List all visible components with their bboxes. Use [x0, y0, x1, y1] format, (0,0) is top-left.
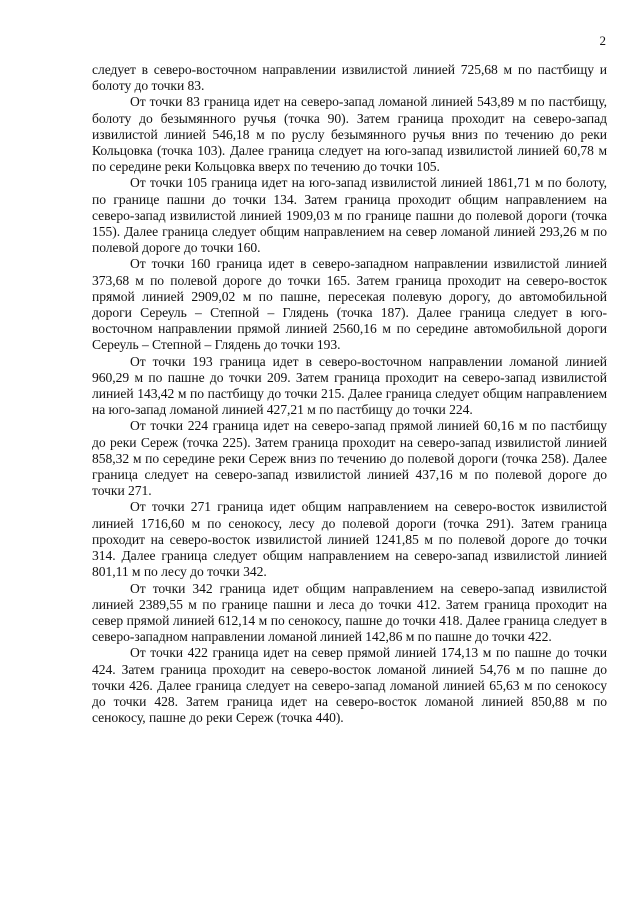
paragraph: От точки 422 граница идет на север прямой линией 174,13 м по пашне до точки 424. Затем граница проходит на северо-восток ломаной линией 54,76 м по пашне до точки 426. Далее граница следует на северо-запад ломаной линией 65,63 м по сенокосу до точки 428. Затем граница идет на северо-восток ломаной линией 850,88 м по сенокосу, пашне до реки Сереж (точка 440). [92, 645, 607, 726]
document-body [92, 62, 607, 726]
paragraph: От точки 160 граница идет в северо-западном направлении извилистой линией 373,68 м по полевой дороге до точки 165. Затем граница проходит на северо-восток прямой линией 2909,02 м по пашне, пересекая полевую дорогу, до автомобильной дороги Сереуль – Степной – Глядень (точка 187). Далее граница следует в юго-восточном направлении прямой линией 2560,16 м по середине автомобильной дороги Сереуль – Степной – Глядень до точки 193. [92, 256, 607, 353]
paragraph: От точки 224 граница идет на северо-запад прямой линией 60,16 м по пастбищу до реки Сереж (точка 225). Затем граница проходит на северо-запад извилистой линией 858,32 м по середине реки Сереж вниз по течению до полевой дороги (точка 258). Далее граница следует на северо-запад извилистой линией 437,16 м по полевой дороге до точки 271. [92, 418, 607, 499]
paragraph: От точки 271 граница идет общим направлением на северо-восток извилистой линией 1716,60 м по сенокосу, лесу до полевой дороги (точка 291). Затем граница проходит на северо-восток извилистой линией 1241,85 м по полевой дороге до точки 314. Далее граница следует общим направлением на северо-запад извилистой линией 801,11 м по лесу до точки 342. [92, 499, 607, 580]
paragraph: От точки 105 граница идет на юго-запад извилистой линией 1861,71 м по болоту, по границе пашни до точки 134. Затем граница проходит общим направлением на северо-запад извилистой линией 1909,03 м по границе пашни до полевой дороги (точка 155). Далее граница следует общим направлением на север ломаной линией 293,26 м по полевой дороге до точки 160. [92, 175, 607, 256]
page-number: 2 [599, 33, 606, 48]
paragraph: От точки 193 граница идет в северо-восточном направлении ломаной линией 960,29 м по пашне до точки 209. Затем граница проходит на северо-запад извилистой линией 143,42 м по пастбищу до точки 215. Далее граница следует общим направлением на юго-запад ломаной линией 427,21 м по пастбищу до точки 224. [92, 353, 607, 418]
paragraph: От точки 83 граница идет на северо-запад ломаной линией 543,89 м по пастбищу, болоту до безымянного ручья (точка 90). Затем граница проходит на северо-запад извилистой линией 546,18 м по руслу безымянного ручья вниз по течению до реки Кольцовка (точка 103). Далее граница следует на юго-запад извилистой линией 60,78 м по середине реки Кольцовка вверх по течению до точки 105. [92, 94, 607, 175]
paragraph: От точки 342 граница идет общим направлением на северо-запад извилистой линией 2389,55 м по границе пашни и леса до точки 412. Затем граница проходит на север прямой линией 612,14 м по сенокосу, пашне до точки 418. Далее граница следует в северо-западном направлении ломаной линией 142,86 м по пашне до точки 422. [92, 580, 607, 645]
paragraph: следует в северо-восточном направлении извилистой линией 725,68 м по пастбищу и болоту до точки 83. [92, 62, 607, 94]
